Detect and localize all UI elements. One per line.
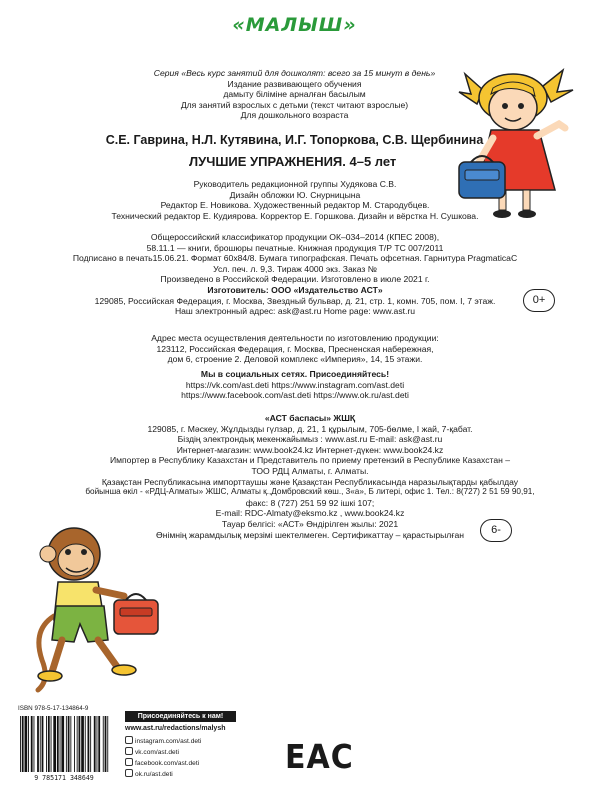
barcode-bar <box>85 716 86 772</box>
barcode-bar <box>57 716 59 772</box>
publisher-logo <box>0 14 589 36</box>
barcode-bar <box>22 716 24 772</box>
kz-line: Қазақстан Республикасына импорттаушы және Қазақстан Республикасында наразылықтарды қабылдау <box>101 476 519 487</box>
kz-line: бойынша өкіл - «РДЦ-Алматы» ЖШС, Алматы қ.,Домбровский көш., 3«а», Б литері, офис 1. Тел.: 8(727) 2 51 59 90,91, <box>85 487 535 497</box>
production-line: 123112, Российская Федерация, г. Москва, Пресненская набережная, <box>156 343 434 354</box>
barcode-bar <box>51 716 52 772</box>
kz-line: Тауар белгісі: «АСТ» Өндірілген жылы: 2021 <box>221 518 399 529</box>
imprint-line: Общероссийский классификатор продукции ОК–034–2014 (КПЕС 2008), <box>150 232 440 242</box>
barcode-bar <box>74 716 75 772</box>
kz-line: Біздің электрондық мекенжайымыз : www.ast.ru E-mail: ask@ast.ru <box>177 434 443 445</box>
instagram-icon <box>125 736 133 744</box>
age-rating-badge-2 <box>480 519 512 542</box>
imprint-line: 58.11.1 — книги, брошюры печатные. Книжная продукция Т/Р ТС 007/2011 <box>146 242 444 253</box>
barcode-bar <box>42 716 44 772</box>
social-row-vk[interactable]: vk.com/ast.deti <box>125 747 236 758</box>
barcode-bar <box>48 716 50 772</box>
ok-icon <box>125 769 133 777</box>
barcode-bar <box>107 716 108 772</box>
barcode-bar <box>61 716 64 772</box>
barcode <box>18 716 110 772</box>
age-rating-badge <box>523 289 555 312</box>
manufacturer: Изготовитель: ООО «Издательство АСТ» <box>207 284 383 295</box>
social-heading: Мы в социальных сетях. Присоединяйтесь! <box>200 369 390 379</box>
kz-line: E-mail: RDC-Almaty@eksmo.kz , www.book24.kz <box>215 508 405 519</box>
barcode-bar <box>31 716 33 772</box>
series-line: Серия «Весь курс занятий для дошколят: всего за 15 минут в день» <box>153 68 436 78</box>
social-row-ok[interactable]: ok.ru/ast.deti <box>125 769 236 780</box>
credits-line: Технический редактор Е. Кудиярова. Корректор Е. Горшкова. Дизайн и вёрстка Н. Сушкова. <box>111 210 479 221</box>
social-line[interactable]: https://www.facebook.com/ast.deti https://www.ok.ru/ast.deti <box>181 390 409 401</box>
barcode-bar <box>66 716 67 772</box>
production-line: Адрес места осуществления деятельности по изготовлению продукции: <box>151 333 439 343</box>
credits <box>100 179 490 221</box>
social-row-instagram[interactable]: instagram.com/ast.deti <box>125 736 236 747</box>
monkey-illustration <box>30 520 165 695</box>
kz-line: Импортер в Республику Казахстан и Представитель по приему претензий в Республике Казахстан – <box>109 455 511 466</box>
imprint-line: Произведено в Российской Федерации. Изготовлено в июле 2021 г. <box>160 274 430 285</box>
kz-line: ТОО РДЦ Алматы, г. Алматы. <box>251 465 369 476</box>
imprint-line: Усл. печ. л. 9,3. Тираж 4000 экз. Заказ № <box>213 263 377 274</box>
barcode-bar <box>103 716 104 772</box>
barcode-bar <box>70 716 71 772</box>
barcode-digits: 9 785171 348649 <box>34 774 94 782</box>
barcode-bar <box>37 716 39 772</box>
join-heading: Присоединяйтесь к нам! <box>125 711 236 722</box>
girl-illustration <box>455 62 583 220</box>
series-line: дамыту біліміне арналған басылым <box>223 89 366 100</box>
barcode-bar <box>98 716 100 772</box>
barcode-bar <box>77 716 78 772</box>
imprint-line: Подписано в печать15.06.21. Формат 60x84/8. Бумага типографская. Печать офсетная. Гарнитура PragmaticaC <box>72 253 518 264</box>
imprint <box>40 232 550 317</box>
barcode-bar <box>20 716 21 772</box>
age-rating-text: 0+ <box>532 294 546 306</box>
kz-heading: «АСТ баспасы» ЖШҚ <box>264 413 356 423</box>
publisher-logo-text: «МАЛЫШ» <box>232 14 357 36</box>
barcode-bar <box>46 716 47 772</box>
credits-line: Дизайн обложки Ю. Снурницына <box>229 189 361 200</box>
eac-text: EAC <box>285 738 354 777</box>
barcode-bar <box>60 716 61 772</box>
isbn-text: ISBN 978-5-17-134864-9 <box>18 705 89 712</box>
barcode-bar <box>90 716 91 772</box>
series-line: Издание развивающего обучения <box>227 78 362 89</box>
imprint-line: 129085, Российская Федерация, г. Москва, Звездный бульвар, д. 21, стр. 1, комн. 705, пом. I, 7 этаж. <box>94 295 496 306</box>
social-line[interactable]: https://vk.com/ast.deti https://www.instagram.com/ast.deti <box>185 379 405 390</box>
barcode-bar <box>79 716 81 772</box>
kz-line: Интернет-магазин: www.book24.kz Интернет-дүкен: www.book24.kz <box>176 444 444 455</box>
series-line: Для дошкольного возраста <box>240 110 349 121</box>
barcode-bar <box>53 716 56 772</box>
barcode-bar <box>88 716 90 772</box>
age-rating-text: 6- <box>491 524 501 536</box>
barcode-bar <box>81 716 84 772</box>
barcode-bar <box>28 716 29 772</box>
series-line: Для занятий взрослых с детьми (текст читают взрослые) <box>180 99 409 110</box>
barcode-bar <box>34 716 35 772</box>
book-title: ЛУЧШИЕ УПРАЖНЕНИЯ. 4–5 лет <box>189 154 397 169</box>
barcode-bar <box>68 716 70 772</box>
kz-line: Өнімнің жарамдылық мерзімі шектелмеген. Сертификаттау – қарастырылған <box>156 529 464 540</box>
vk-icon <box>125 747 133 755</box>
barcode-bar <box>97 716 98 772</box>
eac-mark <box>285 738 354 777</box>
imprint-line: Наш электронный адрес: ask@ast.ru Home page: www.ast.ru <box>174 306 416 317</box>
production-address <box>80 333 510 365</box>
social-links <box>80 369 510 401</box>
kz-line: 129085, г. Мәскеу, Жұлдызды гүлзар, д. 21, 1 құрылым, 705-бөлме, I жай, 7-қабат. <box>147 423 473 434</box>
site-link[interactable]: www.ast.ru/redactions/malysh <box>125 725 226 732</box>
credits-line: Редактор Е. Новикова. Художественный редактор М. Стародубцев. <box>160 200 430 211</box>
credits-line: Руководитель редакционной группы Худякова С.В. <box>193 179 397 189</box>
production-line: дом 6, строение 2. Деловой комплекс «Империя», 14, 15 этажи. <box>167 354 423 365</box>
kz-line: факс: 8 (727) 251 59 92 ішкі 107; <box>245 497 375 508</box>
barcode-bar <box>40 716 41 772</box>
authors: С.Е. Гаврина, Н.Л. Кутявина, И.Г. Топоркова, С.В. Щербинина <box>105 133 484 147</box>
barcode-bar <box>105 716 107 772</box>
barcode-bar <box>25 716 28 772</box>
join-box <box>125 711 236 780</box>
facebook-icon <box>125 758 133 766</box>
barcode-bar <box>94 716 96 772</box>
social-row-facebook[interactable]: facebook.com/ast.deti <box>125 758 236 769</box>
